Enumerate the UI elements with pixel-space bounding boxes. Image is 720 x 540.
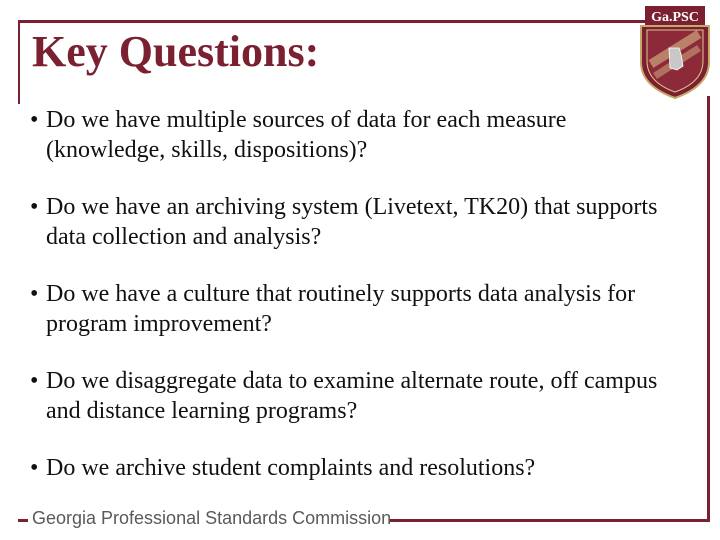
bullet-text: Do we archive student complaints and resolutions?	[46, 455, 536, 481]
bullet-list	[26, 105, 686, 510]
top-border-line	[18, 20, 646, 23]
bullet-text: Do we have multiple sources of data for each measure (knowledge, skills, dispositions)?	[46, 107, 567, 163]
right-border-line	[707, 96, 710, 522]
bullet-symbol: •	[30, 368, 39, 394]
bullet-symbol: •	[30, 107, 39, 133]
bullet-item	[26, 105, 686, 165]
bullet-text: Do we disaggregate data to examine alternate route, off campus and distance learning programs?	[46, 368, 658, 424]
bullet-symbol: •	[30, 194, 39, 220]
slide-title: Key Questions:	[32, 27, 320, 76]
bullet-symbol: •	[30, 455, 39, 481]
logo-label: Ga.PSC	[651, 10, 699, 25]
gapsc-shield-logo-icon	[637, 4, 713, 100]
bullet-symbol: •	[30, 281, 39, 307]
bullet-text: Do we have an archiving system (Livetext, TK20) that supports data collection and analysis?	[46, 194, 658, 250]
footer-organization-name: Georgia Professional Standards Commission	[32, 508, 392, 528]
bullet-item	[26, 279, 686, 339]
left-border-line	[18, 20, 20, 104]
bullet-item	[26, 366, 686, 426]
bottom-border-line-right	[390, 519, 710, 522]
bullet-item	[26, 192, 686, 252]
bottom-border-line-left	[18, 519, 28, 522]
bullet-item	[26, 453, 686, 483]
bullet-text: Do we have a culture that routinely supports data analysis for program improvement?	[46, 281, 636, 337]
